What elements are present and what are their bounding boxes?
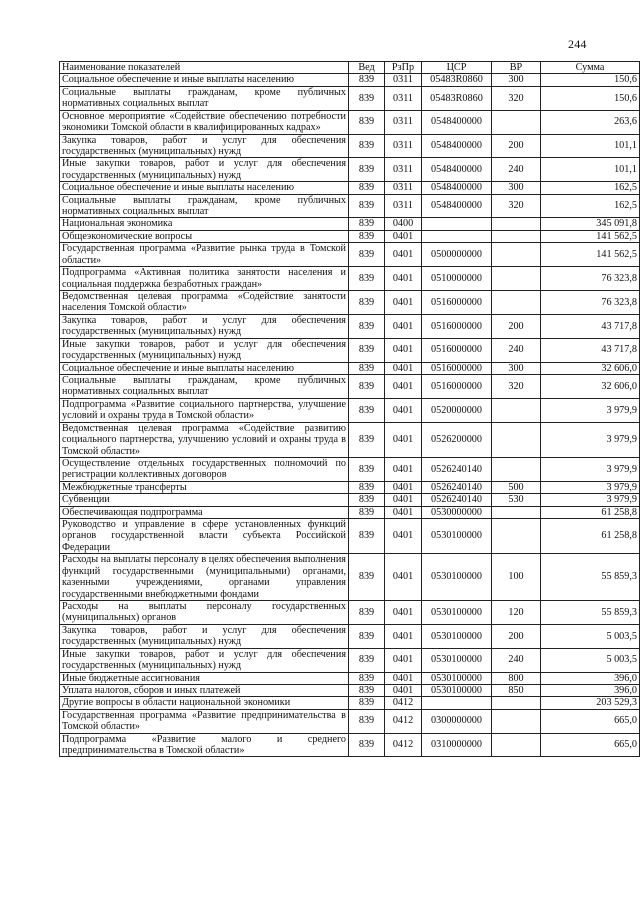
- cell-name: Иные закупки товаров, работ и услуг для обеспечения государственных (муниципальных) нужд: [60, 338, 349, 362]
- cell-vr: [492, 519, 541, 554]
- table-row: [60, 291, 640, 315]
- cell-ved: 839: [349, 110, 385, 134]
- cell-name: Руководство и управление в сфере установленных функций органов государственной власти субъекта Российской Федерации: [60, 519, 349, 554]
- cell-rzpr: 0401: [385, 314, 422, 338]
- cell-csr: 0526240140: [422, 457, 492, 481]
- cell-name: Другие вопросы в области национальной экономики: [60, 697, 349, 709]
- table-row: [60, 506, 640, 518]
- cell-csr: 0548400000: [422, 158, 492, 182]
- cell-rzpr: 0401: [385, 600, 422, 624]
- cell-sum: 61 258,8: [541, 506, 640, 518]
- cell-ved: 839: [349, 733, 385, 757]
- cell-sum: 345 091,8: [541, 218, 640, 230]
- table-row: [60, 709, 640, 733]
- cell-rzpr: 0401: [385, 648, 422, 672]
- cell-ved: 839: [349, 600, 385, 624]
- table-row: [60, 697, 640, 709]
- cell-csr: 0548400000: [422, 182, 492, 194]
- cell-ved: 839: [349, 519, 385, 554]
- cell-ved: 839: [349, 134, 385, 158]
- cell-ved: 839: [349, 314, 385, 338]
- cell-csr: 0520000000: [422, 398, 492, 422]
- cell-name: Государственная программа «Развитие рынка труда в Томской области»: [60, 243, 349, 267]
- cell-sum: 32 606,0: [541, 362, 640, 374]
- cell-vr: 320: [492, 86, 541, 110]
- cell-vr: 200: [492, 624, 541, 648]
- cell-sum: 665,0: [541, 733, 640, 757]
- cell-name: Осуществление отдельных государственных полномочий по регистрации коллективных договоров: [60, 457, 349, 481]
- cell-vr: 100: [492, 554, 541, 601]
- table-row: [60, 158, 640, 182]
- cell-sum: 162,5: [541, 182, 640, 194]
- cell-ved: 839: [349, 684, 385, 696]
- cell-ved: 839: [349, 709, 385, 733]
- cell-vr: [492, 697, 541, 709]
- table-row: [60, 554, 640, 601]
- cell-vr: [492, 230, 541, 242]
- cell-name: Закупка товаров, работ и услуг для обеспечения государственных (муниципальных) нужд: [60, 314, 349, 338]
- cell-name: Подпрограмма «Развитие малого и среднего предпринимательства в Томской области»: [60, 733, 349, 757]
- cell-ved: 839: [349, 182, 385, 194]
- cell-name: Иные бюджетные ассигнования: [60, 672, 349, 684]
- cell-name: Иные закупки товаров, работ и услуг для обеспечения государственных (муниципальных) нужд: [60, 158, 349, 182]
- cell-sum: 3 979,9: [541, 422, 640, 457]
- cell-vr: [492, 398, 541, 422]
- cell-sum: 55 859,3: [541, 554, 640, 601]
- cell-vr: 500: [492, 481, 541, 493]
- table-row: [60, 519, 640, 554]
- cell-vr: 320: [492, 374, 541, 398]
- cell-vr: [492, 709, 541, 733]
- page-number: 244: [568, 37, 587, 51]
- cell-csr: 0526240140: [422, 481, 492, 493]
- cell-csr: 0300000000: [422, 709, 492, 733]
- cell-sum: 43 717,8: [541, 338, 640, 362]
- cell-name: Общеэкономические вопросы: [60, 230, 349, 242]
- cell-ved: 839: [349, 291, 385, 315]
- cell-ved: 839: [349, 624, 385, 648]
- cell-name: Основное мероприятие «Содействие обеспечению потребности экономики Томской области в квалифицированных кадрах»: [60, 110, 349, 134]
- cell-rzpr: 0401: [385, 684, 422, 696]
- cell-rzpr: 0412: [385, 709, 422, 733]
- cell-csr: 0530100000: [422, 648, 492, 672]
- cell-csr: 0526240140: [422, 494, 492, 506]
- cell-vr: 320: [492, 194, 541, 218]
- cell-ved: 839: [349, 398, 385, 422]
- cell-name: Национальная экономика: [60, 218, 349, 230]
- cell-sum: 101,1: [541, 158, 640, 182]
- cell-name: Субвенции: [60, 494, 349, 506]
- cell-csr: [422, 230, 492, 242]
- cell-vr: 240: [492, 648, 541, 672]
- table-row: [60, 672, 640, 684]
- cell-ved: 839: [349, 230, 385, 242]
- cell-name: Уплата налогов, сборов и иных платежей: [60, 684, 349, 696]
- table-row: [60, 338, 640, 362]
- cell-csr: [422, 218, 492, 230]
- table-row: [60, 134, 640, 158]
- cell-csr: 0516000000: [422, 338, 492, 362]
- table-row: [60, 494, 640, 506]
- cell-sum: 203 529,3: [541, 697, 640, 709]
- cell-name: Ведомственная целевая программа «Содействие развитию социального партнерства, улучшению условий и охраны труда в Томской области»: [60, 422, 349, 457]
- table-row: [60, 314, 640, 338]
- cell-sum: 150,6: [541, 86, 640, 110]
- cell-rzpr: 0311: [385, 74, 422, 86]
- header-name: Наименование показателей: [60, 62, 349, 74]
- cell-sum: 3 979,9: [541, 398, 640, 422]
- table-row: [60, 243, 640, 267]
- cell-csr: 05483R0860: [422, 74, 492, 86]
- cell-rzpr: 0412: [385, 733, 422, 757]
- header-csr: ЦСР: [422, 62, 492, 74]
- cell-ved: 839: [349, 158, 385, 182]
- cell-name: Подпрограмма «Развитие социального партнерства, улучшение условий и охраны труда в Томской области»: [60, 398, 349, 422]
- table-header-row: [60, 62, 640, 74]
- cell-rzpr: 0401: [385, 230, 422, 242]
- cell-rzpr: 0401: [385, 267, 422, 291]
- cell-csr: 0548400000: [422, 194, 492, 218]
- table-row: [60, 733, 640, 757]
- cell-name: Межбюджетные трансферты: [60, 481, 349, 493]
- cell-vr: 850: [492, 684, 541, 696]
- cell-rzpr: 0311: [385, 182, 422, 194]
- cell-rzpr: 0401: [385, 374, 422, 398]
- cell-name: Расходы на выплаты персоналу в целях обеспечения выполнения функций государственными (муниципальными) органами, казенными учреждениями, органами управления государственными внебюджетными фондами: [60, 554, 349, 601]
- cell-sum: 141 562,5: [541, 243, 640, 267]
- cell-sum: 76 323,8: [541, 267, 640, 291]
- cell-vr: 200: [492, 134, 541, 158]
- cell-ved: 839: [349, 86, 385, 110]
- cell-vr: 200: [492, 314, 541, 338]
- cell-rzpr: 0311: [385, 86, 422, 110]
- cell-vr: 300: [492, 182, 541, 194]
- cell-vr: [492, 267, 541, 291]
- cell-rzpr: 0311: [385, 134, 422, 158]
- cell-rzpr: 0401: [385, 494, 422, 506]
- cell-csr: 0516000000: [422, 314, 492, 338]
- table-row: [60, 110, 640, 134]
- cell-rzpr: 0311: [385, 110, 422, 134]
- cell-rzpr: 0401: [385, 624, 422, 648]
- cell-vr: 240: [492, 338, 541, 362]
- table-row: [60, 218, 640, 230]
- budget-table: [59, 61, 640, 757]
- cell-sum: 61 258,8: [541, 519, 640, 554]
- table-row: [60, 362, 640, 374]
- cell-vr: [492, 110, 541, 134]
- table-row: [60, 684, 640, 696]
- cell-rzpr: 0401: [385, 519, 422, 554]
- table-row: [60, 86, 640, 110]
- cell-ved: 839: [349, 362, 385, 374]
- cell-sum: 5 003,5: [541, 624, 640, 648]
- cell-rzpr: 0412: [385, 697, 422, 709]
- cell-csr: 0516000000: [422, 374, 492, 398]
- cell-ved: 839: [349, 672, 385, 684]
- cell-name: Социальное обеспечение и иные выплаты населению: [60, 182, 349, 194]
- table-body: [60, 74, 640, 757]
- table-row: [60, 194, 640, 218]
- cell-ved: 839: [349, 194, 385, 218]
- cell-ved: 839: [349, 218, 385, 230]
- cell-sum: 43 717,8: [541, 314, 640, 338]
- cell-sum: 665,0: [541, 709, 640, 733]
- cell-csr: 0310000000: [422, 733, 492, 757]
- cell-vr: 120: [492, 600, 541, 624]
- header-vr: ВР: [492, 62, 541, 74]
- cell-rzpr: 0401: [385, 338, 422, 362]
- cell-name: Подпрограмма «Активная политика занятости населения и социальная поддержка безработных граждан»: [60, 267, 349, 291]
- cell-sum: 263,6: [541, 110, 640, 134]
- cell-ved: 839: [349, 697, 385, 709]
- cell-rzpr: 0401: [385, 291, 422, 315]
- cell-sum: 396,0: [541, 684, 640, 696]
- cell-csr: 0530100000: [422, 519, 492, 554]
- table-row: [60, 182, 640, 194]
- cell-ved: 839: [349, 506, 385, 518]
- table-row: [60, 74, 640, 86]
- cell-rzpr: 0401: [385, 457, 422, 481]
- cell-sum: 3 979,9: [541, 494, 640, 506]
- cell-name: Социальное обеспечение и иные выплаты населению: [60, 74, 349, 86]
- cell-ved: 839: [349, 481, 385, 493]
- table-row: [60, 624, 640, 648]
- cell-sum: 3 979,9: [541, 481, 640, 493]
- cell-name: Расходы на выплаты персоналу государственных (муниципальных) органов: [60, 600, 349, 624]
- cell-csr: 0548400000: [422, 110, 492, 134]
- cell-csr: [422, 697, 492, 709]
- cell-csr: 0530100000: [422, 672, 492, 684]
- cell-sum: 141 562,5: [541, 230, 640, 242]
- cell-csr: 0516000000: [422, 362, 492, 374]
- cell-vr: 300: [492, 74, 541, 86]
- cell-ved: 839: [349, 554, 385, 601]
- table-row: [60, 230, 640, 242]
- table-row: [60, 398, 640, 422]
- cell-vr: 530: [492, 494, 541, 506]
- cell-rzpr: 0311: [385, 158, 422, 182]
- cell-sum: 101,1: [541, 134, 640, 158]
- cell-name: Социальное обеспечение и иные выплаты населению: [60, 362, 349, 374]
- cell-vr: [492, 291, 541, 315]
- cell-csr: 0510000000: [422, 267, 492, 291]
- cell-vr: [492, 733, 541, 757]
- cell-sum: 396,0: [541, 672, 640, 684]
- cell-ved: 839: [349, 267, 385, 291]
- cell-rzpr: 0401: [385, 481, 422, 493]
- header-rzpr: РзПр: [385, 62, 422, 74]
- cell-vr: [492, 218, 541, 230]
- cell-rzpr: 0400: [385, 218, 422, 230]
- cell-vr: [492, 457, 541, 481]
- cell-sum: 55 859,3: [541, 600, 640, 624]
- cell-ved: 839: [349, 494, 385, 506]
- cell-rzpr: 0401: [385, 554, 422, 601]
- cell-name: Закупка товаров, работ и услуг для обеспечения государственных (муниципальных) нужд: [60, 134, 349, 158]
- cell-ved: 839: [349, 374, 385, 398]
- cell-ved: 839: [349, 74, 385, 86]
- cell-name: Обеспечивающая подпрограмма: [60, 506, 349, 518]
- cell-csr: 05483R0860: [422, 86, 492, 110]
- cell-ved: 839: [349, 457, 385, 481]
- cell-name: Иные закупки товаров, работ и услуг для обеспечения государственных (муниципальных) нужд: [60, 648, 349, 672]
- cell-csr: 0500000000: [422, 243, 492, 267]
- cell-rzpr: 0401: [385, 422, 422, 457]
- cell-vr: [492, 422, 541, 457]
- cell-vr: [492, 506, 541, 518]
- cell-sum: 76 323,8: [541, 291, 640, 315]
- cell-rzpr: 0401: [385, 506, 422, 518]
- cell-rzpr: 0311: [385, 194, 422, 218]
- cell-vr: [492, 243, 541, 267]
- cell-csr: 0516000000: [422, 291, 492, 315]
- cell-sum: 150,6: [541, 74, 640, 86]
- cell-sum: 5 003,5: [541, 648, 640, 672]
- cell-csr: 0548400000: [422, 134, 492, 158]
- cell-sum: 3 979,9: [541, 457, 640, 481]
- cell-rzpr: 0401: [385, 243, 422, 267]
- cell-name: Ведомственная целевая программа «Содействие занятости населения Томской области»: [60, 291, 349, 315]
- cell-vr: 800: [492, 672, 541, 684]
- cell-vr: 240: [492, 158, 541, 182]
- table-row: [60, 648, 640, 672]
- cell-csr: 0526200000: [422, 422, 492, 457]
- cell-csr: 0530000000: [422, 506, 492, 518]
- table-row: [60, 267, 640, 291]
- table-row: [60, 422, 640, 457]
- cell-rzpr: 0401: [385, 362, 422, 374]
- cell-ved: 839: [349, 648, 385, 672]
- cell-name: Социальные выплаты гражданам, кроме публичных нормативных социальных выплат: [60, 374, 349, 398]
- cell-vr: 300: [492, 362, 541, 374]
- cell-csr: 0530100000: [422, 554, 492, 601]
- cell-ved: 839: [349, 243, 385, 267]
- cell-csr: 0530100000: [422, 684, 492, 696]
- cell-rzpr: 0401: [385, 672, 422, 684]
- table-row: [60, 481, 640, 493]
- cell-sum: 32 606,0: [541, 374, 640, 398]
- cell-sum: 162,5: [541, 194, 640, 218]
- cell-ved: 839: [349, 422, 385, 457]
- header-ved: Вед: [349, 62, 385, 74]
- cell-name: Закупка товаров, работ и услуг для обеспечения государственных (муниципальных) нужд: [60, 624, 349, 648]
- cell-ved: 839: [349, 338, 385, 362]
- table-row: [60, 600, 640, 624]
- cell-rzpr: 0401: [385, 398, 422, 422]
- cell-name: Социальные выплаты гражданам, кроме публичных нормативных социальных выплат: [60, 194, 349, 218]
- cell-name: Государственная программа «Развитие предпринимательства в Томской области»: [60, 709, 349, 733]
- cell-csr: 0530100000: [422, 600, 492, 624]
- table-row: [60, 457, 640, 481]
- cell-csr: 0530100000: [422, 624, 492, 648]
- table-row: [60, 374, 640, 398]
- cell-name: Социальные выплаты гражданам, кроме публичных нормативных социальных выплат: [60, 86, 349, 110]
- header-sum: Сумма: [541, 62, 640, 74]
